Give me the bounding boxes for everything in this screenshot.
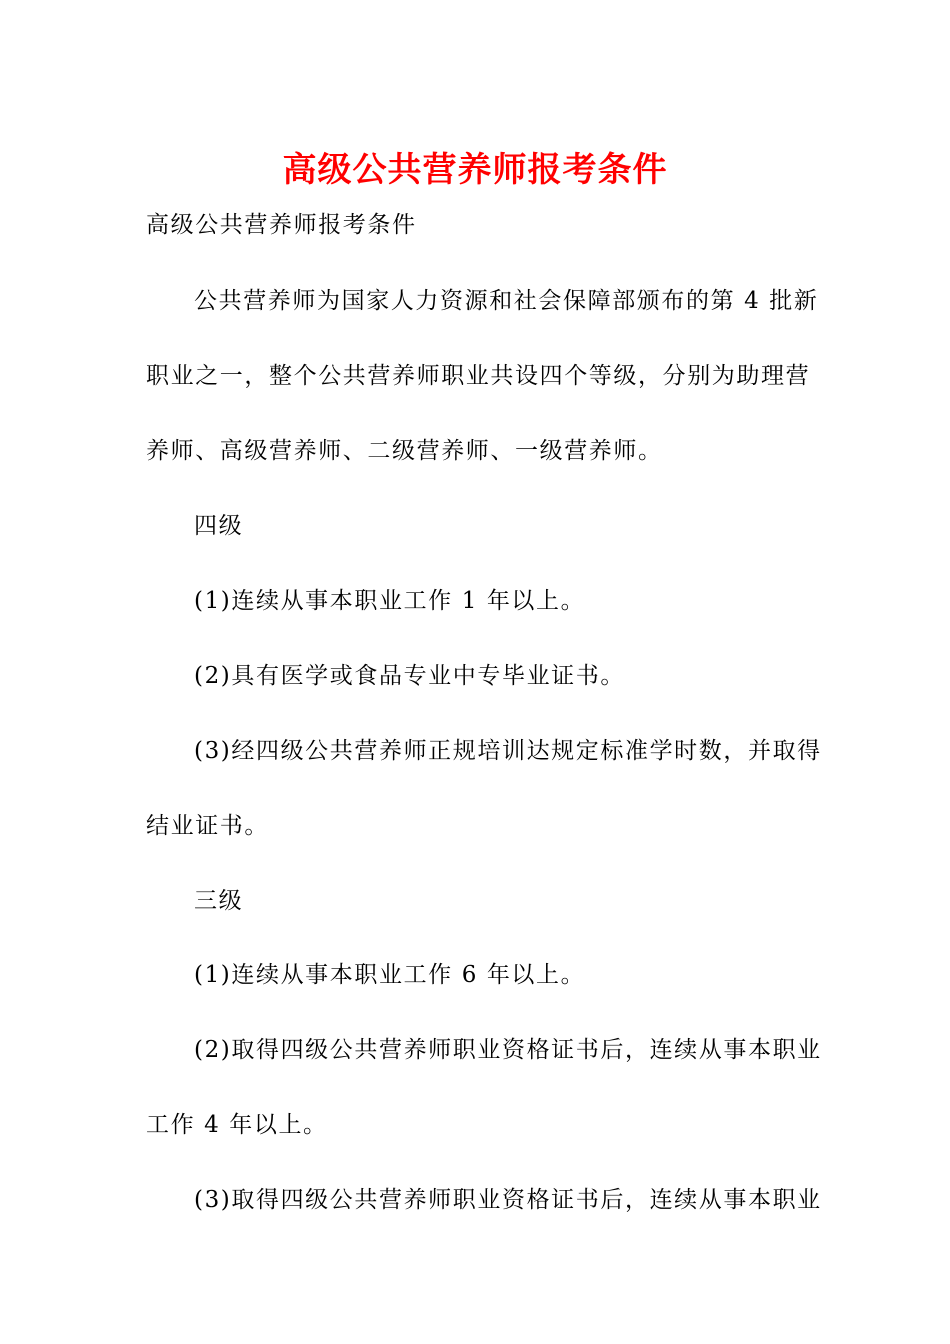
section-heading-level-4: 四级 [194, 513, 244, 539]
subtitle-line: 高级公共营养师报考条件 [146, 212, 417, 238]
list-item: (2)取得四级公共营养师职业资格证书后，连续从事本职业 [194, 1037, 822, 1063]
paragraph-line: 职业之一，整个公共营养师职业共设四个等级，分别为助理营 [146, 363, 811, 389]
list-item: (2)具有医学或食品专业中专毕业证书。 [194, 663, 625, 689]
section-heading-level-3: 三级 [194, 888, 244, 914]
list-item-continuation: 工作 4 年以上。 [146, 1112, 328, 1138]
list-item: (1)连续从事本职业工作 6 年以上。 [194, 962, 586, 988]
list-item: (1)连续从事本职业工作 1 年以上。 [194, 588, 586, 614]
list-item: (3)经四级公共营养师正规培训达规定标准学时数，并取得 [194, 738, 822, 764]
list-item: (3)取得四级公共营养师职业资格证书后，连续从事本职业 [194, 1187, 822, 1213]
document-title: 高级公共营养师报考条件 [282, 150, 668, 190]
paragraph-line: 公共营养师为国家人力资源和社会保障部颁布的第 4 批新 [194, 288, 819, 314]
paragraph-line: 养师、高级营养师、二级营养师、一级营养师。 [146, 438, 663, 464]
list-item-continuation: 结业证书。 [146, 813, 269, 839]
